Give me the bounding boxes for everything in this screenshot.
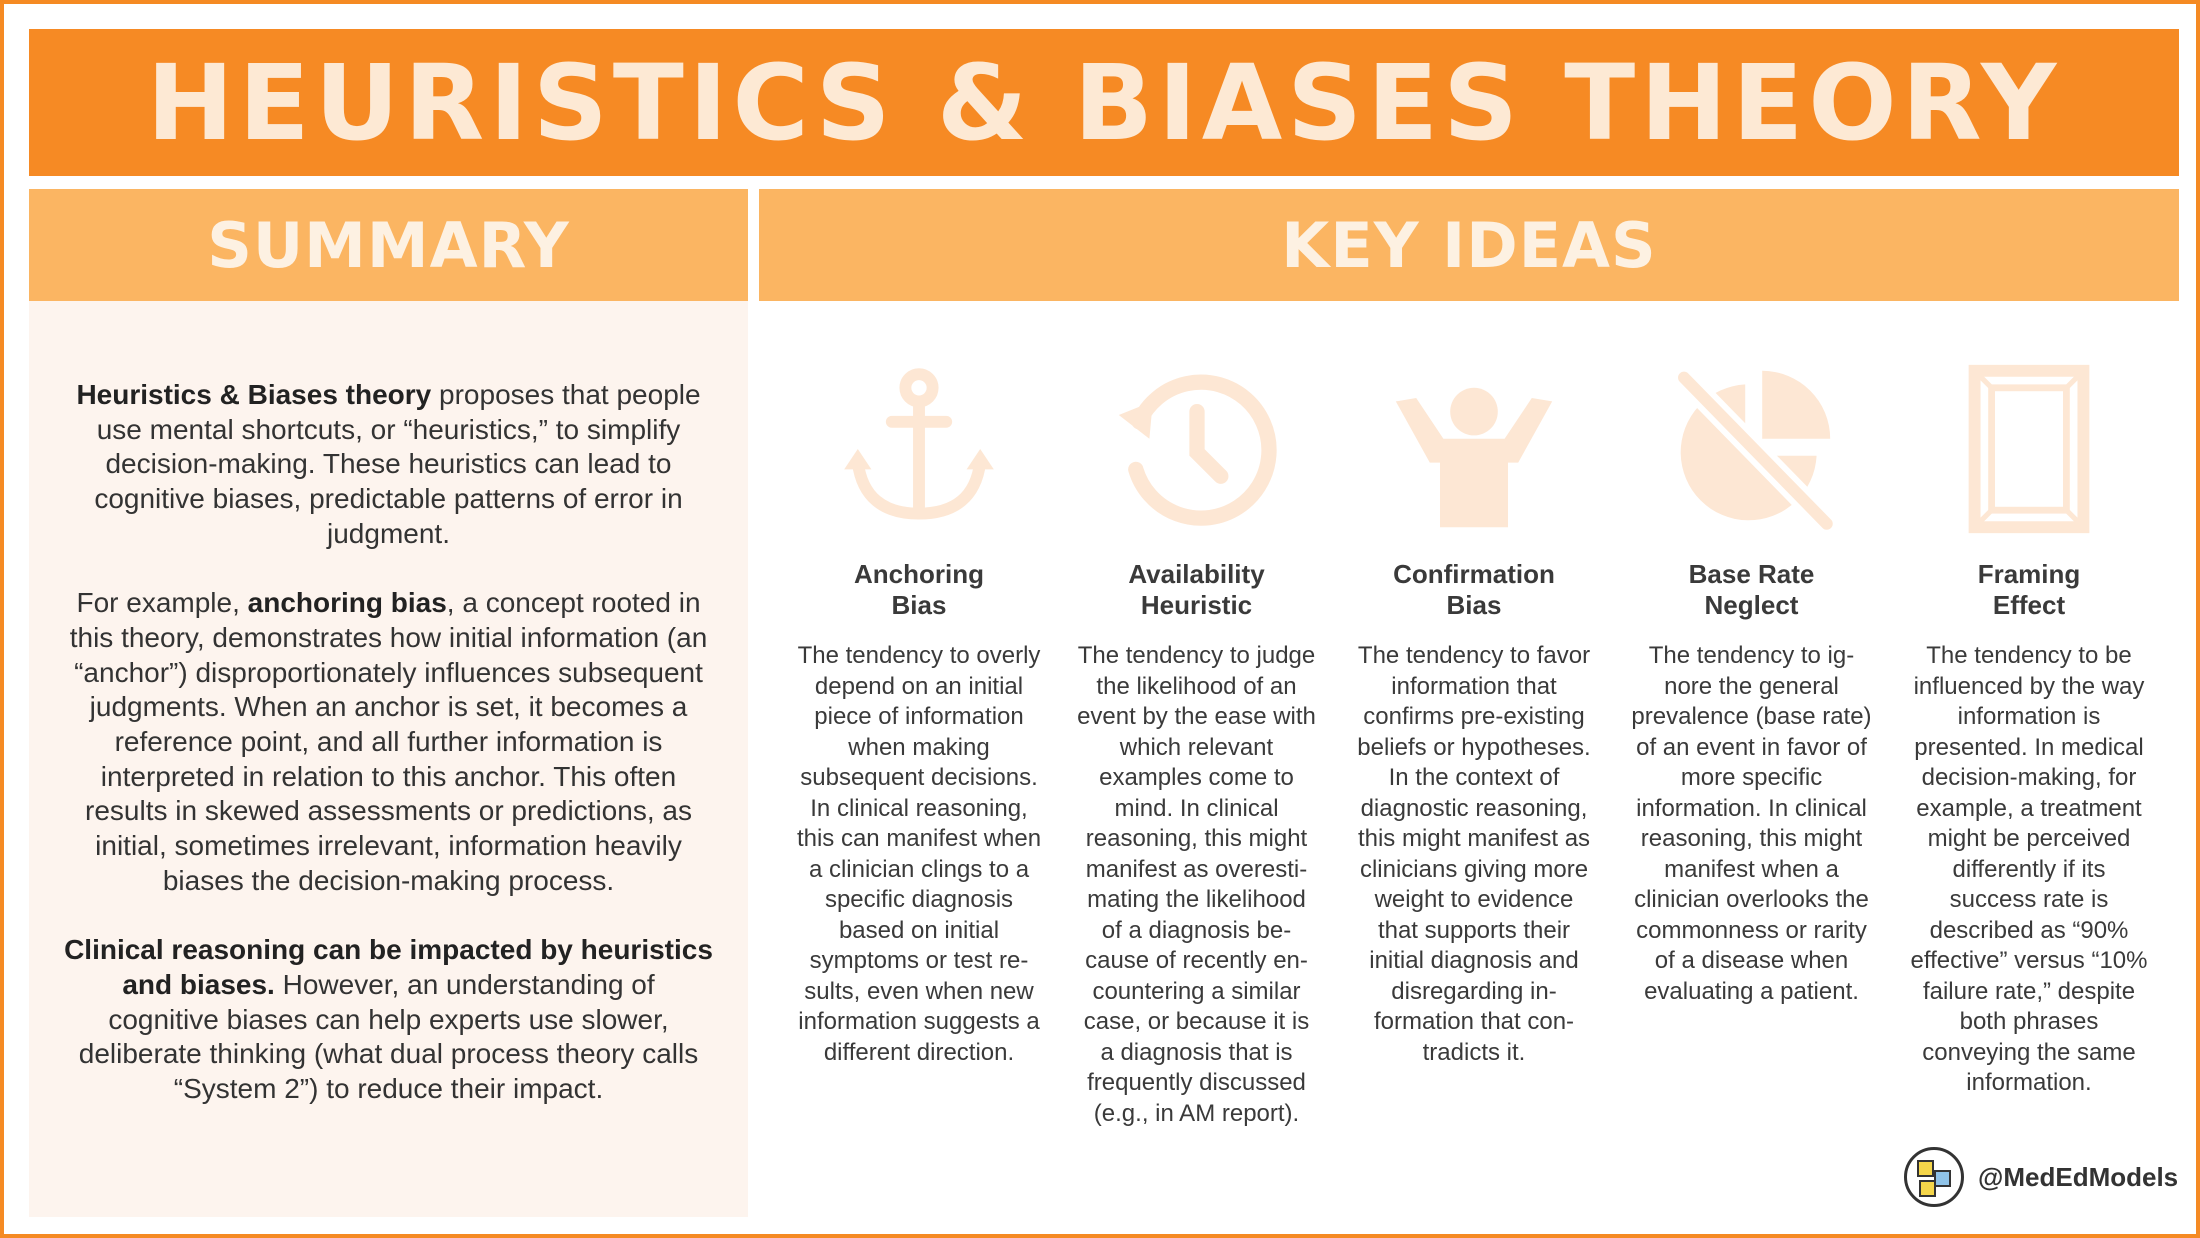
key-idea-description: The tendency to be influenced by the way information is presented. In medical decision-making, for example, a treatment might be perceived differently if its success rate is described as “90% effective” versus “10% failure rate,” despite both phrases conveying the same information. (1910, 642, 2148, 1096)
key-ideas-heading: KEY IDEAS (1281, 208, 1657, 282)
key-idea-anchoring-bias (784, 359, 1054, 1139)
brand-handle[interactable]: @MedEdModels (1978, 1161, 2179, 1192)
anchor-icon (829, 359, 1009, 539)
summary-p2-bold: anchoring bias (247, 587, 447, 619)
summary-paragraph-1 (64, 378, 713, 552)
key-idea-description: The tendency to judge the likelihood of an event by the ease with which relevant examples come to mind. In clinical reasoning, this might manifest as overestimating the likelihood of a diagnosis because of recently encountering a similar case, or because it is a diagnosis that is frequently discussed (e.g., in AM report). (1077, 642, 1316, 1127)
summary-p2-text: , a concept rooted in this theory, demonstrates how initial information (an “anchor”) disproportionately influences subsequent judgments. When an anchor is set, it becomes a reference point, and all further information is interpreted in relation to this anchor. This often results in skewed assessments or predictions, as initial, sometimes irrelevant, information heavily biases the decision-making process. (69, 587, 708, 896)
key-idea-description: The tendency to overly depend on an initial piece of information when making subsequent decisions. In clinical reasoning, this can manifest when a clinician clings to a specific diagnosis based on initial symptoms or test results, even when new information suggests a different direction. (796, 642, 1042, 1066)
key-idea-framing-effect (1894, 359, 2164, 1139)
key-idea-title-line2: Neglect (1704, 590, 1799, 620)
logo-square-yellow-bottom (1919, 1180, 1936, 1197)
summary-paragraph-2 (64, 586, 713, 898)
key-idea-title (1062, 559, 1332, 621)
logo-square-blue (1934, 1170, 1951, 1187)
summary-header (29, 189, 748, 301)
key-ideas-header (759, 189, 2179, 301)
summary-p3-text: However, an understanding of cognitive biases can help experts use slower, deliberate thinking (what dual process theory calls “System 2”) to reduce their impact. (78, 968, 699, 1105)
picture-frame-icon (1939, 359, 2119, 539)
logo-square-yellow-top (1917, 1160, 1934, 1177)
pie-chart-off-icon (1662, 359, 1842, 539)
key-idea-title (784, 559, 1054, 621)
key-idea-confirmation-bias (1339, 359, 1609, 1139)
summary-heading: SUMMARY (207, 208, 570, 282)
title-banner (29, 29, 2179, 176)
mededmodels-logo (1904, 1147, 1964, 1207)
key-idea-availability-heuristic (1062, 359, 1332, 1139)
key-idea-title-line2: Heuristic (1140, 590, 1253, 620)
summary-paragraph-3 (64, 933, 713, 1107)
page-title: HEURISTICS & BIASES THEORY (146, 41, 2062, 164)
summary-p1-text: proposes that people use mental shortcuts, or “heuristics,” to simplify decision-making. These heuristics can lead to cognitive biases, predictable patterns of error in judgment. (94, 379, 701, 549)
key-ideas-list (784, 359, 2164, 1139)
key-idea-title-line1: Framing (1977, 559, 2081, 589)
summary-panel (29, 301, 748, 1217)
key-idea-title (1339, 559, 1609, 621)
key-idea-title-line2: Bias (1446, 590, 1502, 620)
key-idea-title-line2: Effect (1992, 590, 2066, 620)
key-idea-title-line1: Anchoring (854, 559, 984, 589)
brand-signature (1904, 1147, 2178, 1207)
key-idea-title-line1: Base Rate (1688, 559, 1815, 589)
key-idea-title-line1: Availability (1128, 559, 1265, 589)
summary-p1-bold: Heuristics & Biases theory (76, 379, 432, 410)
summary-p2-start: For example, (76, 587, 248, 619)
key-idea-title (1894, 559, 2164, 621)
history-clock-icon (1107, 359, 1287, 539)
key-idea-title (1617, 559, 1887, 621)
key-idea-title-line2: Bias (891, 590, 947, 620)
key-idea-title-line1: Confirmation (1393, 559, 1555, 589)
key-idea-description: The tendency to ignore the general prevalence (base rate) of an event in favor of more specific information. In clinical reasoning, this might manifest when a clinician overlooks the commonness or rarity of a disease when evaluating a patient. (1631, 642, 1872, 1005)
key-idea-description: The tendency to favor information that confirms pre-existing beliefs or hypotheses. In the context of diagnostic reasoning, this might manifest as clinicians giving more weight to evidence that supports their initial diagnosis and disregarding information that contradicts it. (1357, 642, 1591, 1066)
summary-p3-bold: Clinical reasoning can be impacted by heuristics and biases. (64, 934, 713, 1000)
person-relaxed-icon (1384, 359, 1564, 539)
key-idea-base-rate-neglect (1617, 359, 1887, 1139)
